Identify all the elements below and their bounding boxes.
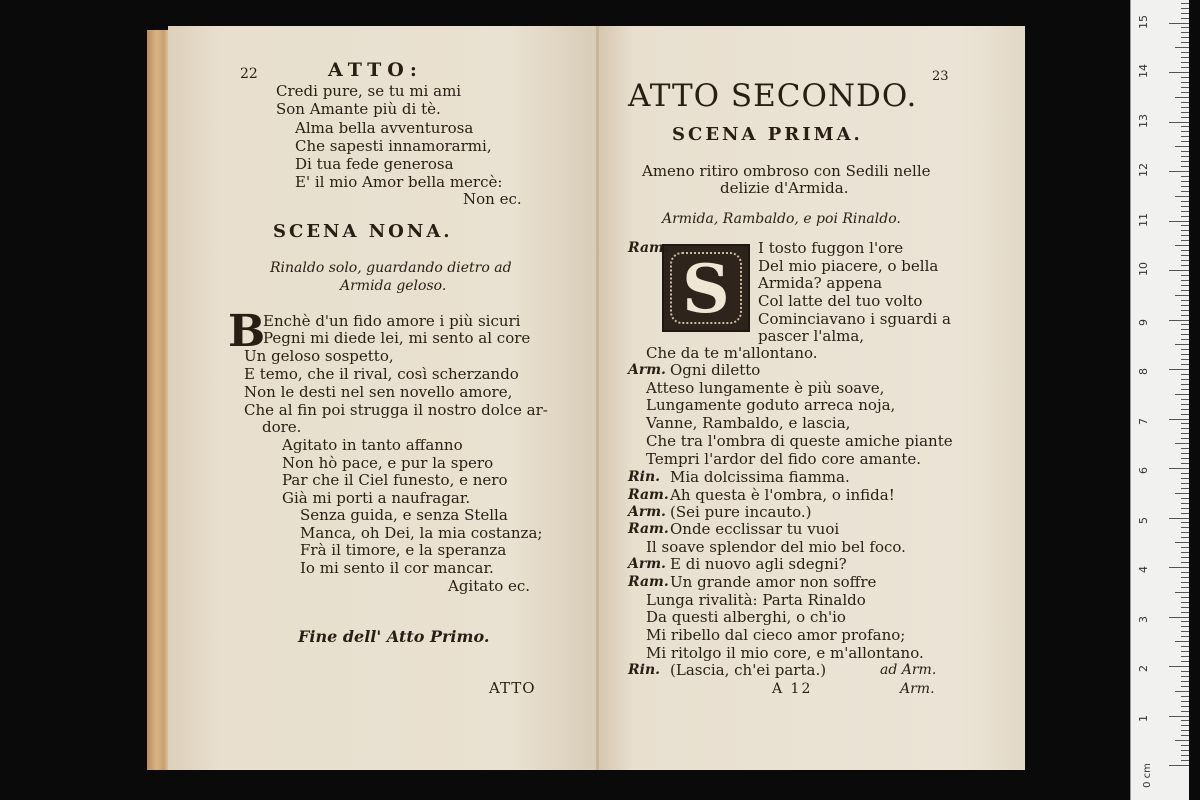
speaker-name: Ram. — [628, 487, 669, 503]
dialogue-line: Atteso lungamente è più soave, — [646, 379, 885, 397]
ruler-label: 9 — [1137, 318, 1150, 326]
ruler-tick — [1181, 275, 1189, 276]
verse-line: E' il mio Amor bella mercè: — [295, 173, 503, 191]
ruler-tick — [1175, 740, 1189, 741]
verse-line: Che al fin poi strugga il nostro dolce ar- — [244, 401, 548, 419]
ruler-tick — [1181, 102, 1189, 103]
ruler-tick — [1175, 295, 1189, 296]
ruler-tick — [1181, 646, 1189, 647]
ruler-label: 2 — [1137, 665, 1150, 672]
ruler-tick — [1181, 552, 1189, 553]
setting-line: delizie d'Armida. — [720, 179, 849, 197]
verse-line: Non hò pace, e pur la spero — [282, 454, 494, 472]
stage-direction: Rinaldo solo, guardando dietro ad — [270, 260, 512, 276]
ruler-tick — [1169, 617, 1189, 618]
ruler-label: 12 — [1137, 163, 1150, 177]
verse-line: Senza guida, e senza Stella — [300, 506, 508, 524]
ruler-tick — [1181, 473, 1189, 474]
ruler-tick — [1181, 414, 1189, 415]
ruler-tick — [1181, 711, 1189, 712]
dialogue-line: E di nuovo agli sdegni? — [670, 555, 847, 573]
ruler-label: 3 — [1137, 615, 1150, 623]
ruler-tick — [1181, 696, 1189, 697]
ruler-label: 1 — [1137, 714, 1150, 722]
verse-line: Di tua fede generosa — [295, 155, 454, 173]
ruler-label: 11 — [1137, 212, 1150, 227]
ruler-tick — [1169, 419, 1189, 420]
verse-line: Pegni mi diede lei, mi sento al core — [263, 329, 531, 347]
ruler-tick — [1181, 621, 1189, 622]
ruler-tick — [1181, 577, 1189, 578]
ruler-tick — [1169, 171, 1189, 172]
dialogue-line: Un grande amor non soffre — [670, 573, 877, 591]
ruler-tick — [1175, 47, 1189, 48]
ruler-tick — [1181, 206, 1189, 207]
ruler-tick — [1181, 240, 1189, 241]
dialogue-line: Col latte del tuo volto — [758, 292, 923, 310]
ruler-tick — [1181, 597, 1189, 598]
ruler-tick — [1181, 458, 1189, 459]
character-list: Armida, Rambaldo, e poi Rinaldo. — [662, 211, 901, 227]
scene-heading-nona: SCENA NONA. — [273, 221, 453, 242]
ruler-tick — [1181, 235, 1189, 236]
ruler-tick — [1181, 676, 1189, 677]
ruler-tick — [1181, 359, 1189, 360]
ruler-tick — [1181, 730, 1189, 731]
catchword: Arm. — [900, 681, 935, 697]
ruler-label: 14 — [1137, 64, 1150, 78]
ruler-tick — [1181, 508, 1189, 509]
ruler-tick — [1181, 324, 1189, 325]
dialogue-line: (Sei pure incauto.) — [670, 503, 812, 521]
ruler-tick — [1181, 92, 1189, 93]
speaker-name: Arm. — [628, 504, 666, 520]
ruler-tick — [1181, 250, 1189, 251]
ruler-tick — [1175, 97, 1189, 98]
ruler-tick — [1169, 72, 1189, 73]
ruler-tick — [1175, 493, 1189, 494]
ruler-tick — [1181, 483, 1189, 484]
signature-mark: A 12 — [772, 681, 813, 697]
verse-line: Manca, oh Dei, la mia costanza; — [300, 524, 543, 542]
ruler-label: 13 — [1137, 113, 1150, 128]
verse-line: Credi pure, se tu mi ami — [276, 82, 462, 100]
ruler-tick — [1169, 468, 1189, 469]
ruler-tick — [1181, 612, 1189, 613]
ruler-tick — [1181, 681, 1189, 682]
ruler-tick — [1175, 394, 1189, 395]
ruler-tick — [1181, 503, 1189, 504]
ruler-tick — [1181, 230, 1189, 231]
ruler-tick — [1181, 532, 1189, 533]
ruler-tick — [1181, 557, 1189, 558]
ruler-tick — [1181, 211, 1189, 212]
stage-direction: Armida geloso. — [340, 278, 447, 294]
verse-line: Non ec. — [463, 190, 522, 208]
ruler-tick — [1181, 136, 1189, 137]
dialogue-line: pascer l'alma, — [758, 327, 865, 345]
ruler-tick — [1181, 77, 1189, 78]
ruler-tick — [1181, 67, 1189, 68]
speaker-name: Rin. — [628, 662, 661, 678]
ruler-tick — [1181, 399, 1189, 400]
speaker-name: Rin. — [628, 469, 661, 485]
ruler-tick — [1181, 161, 1189, 162]
ruler-tick — [1181, 661, 1189, 662]
ruler-label: 5 — [1137, 516, 1150, 524]
dialogue-line: Da questi alberghi, o ch'io — [646, 608, 846, 626]
dialogue-line: (Lascia, ch'ei parta.) — [670, 661, 827, 679]
ruler-tick — [1175, 344, 1189, 345]
dialogue-line: Mia dolcissima fiamma. — [670, 468, 850, 486]
ruler-tick — [1181, 527, 1189, 528]
ruler-tick — [1181, 176, 1189, 177]
ruler-tick — [1181, 656, 1189, 657]
ruler-tick — [1181, 626, 1189, 627]
ruler-tick — [1181, 18, 1189, 19]
ruler-tick — [1181, 27, 1189, 28]
verse-line: Io mi sento il cor mancar. — [300, 559, 494, 577]
ruler-tick — [1181, 404, 1189, 405]
ruler-tick — [1181, 310, 1189, 311]
verse-line: Par che il Ciel funesto, e nero — [282, 471, 508, 489]
dialogue-line: Onde ecclissar tu vuoi — [670, 520, 840, 538]
ruler-tick — [1181, 126, 1189, 127]
verse-line: Alma bella avventurosa — [295, 119, 474, 137]
ruler-tick — [1169, 270, 1189, 271]
ruler-tick — [1181, 37, 1189, 38]
ruler-tick — [1181, 315, 1189, 316]
ruler-tick — [1181, 651, 1189, 652]
ruler-tick — [1181, 389, 1189, 390]
ruler-tick — [1181, 87, 1189, 88]
ruler-tick — [1181, 423, 1189, 424]
dialogue-line: Che tra l'ombra di queste amiche piante — [646, 432, 953, 450]
verse-line: dore. — [262, 418, 302, 436]
dialogue-line: Tempri l'ardor del fido core amante. — [646, 450, 922, 468]
dialogue-line: Il soave splendor del mio bel foco. — [646, 538, 906, 556]
verse-line: Frà il timore, e la speranza — [300, 541, 507, 559]
ruler-tick — [1181, 280, 1189, 281]
ruler-tick — [1181, 488, 1189, 489]
speaker-name: Ram. — [628, 574, 669, 590]
ruler-tick — [1181, 117, 1189, 118]
ruler-tick — [1175, 443, 1189, 444]
ruler-tick — [1181, 285, 1189, 286]
speaker-name: Arm. — [628, 556, 666, 572]
ruler-tick — [1181, 384, 1189, 385]
drop-cap-b: B — [228, 306, 266, 357]
verse-line: Agitato in tanto affanno — [282, 436, 463, 454]
ruler-label: 4 — [1137, 566, 1150, 573]
ruler-tick — [1181, 57, 1189, 58]
ruler-tick — [1175, 245, 1189, 246]
scene-heading-prima: SCENA PRIMA. — [672, 124, 863, 145]
ruler-tick — [1181, 686, 1189, 687]
dialogue-line: Ogni diletto — [670, 361, 761, 379]
ruler-tick — [1181, 265, 1189, 266]
ruler-tick — [1181, 3, 1189, 4]
ruler-tick — [1175, 146, 1189, 147]
right-page-number: 23 — [932, 69, 949, 84]
ruler-tick — [1169, 765, 1189, 766]
setting-line: Ameno ritiro ombroso con Sedili nelle — [642, 162, 931, 180]
ruler-label: 10 — [1137, 262, 1150, 276]
dialogue-line: Mi ribello dal cieco amor profano; — [646, 626, 906, 644]
ruler-tick — [1181, 587, 1189, 588]
verse-line: Che sapesti innamorarmi, — [295, 137, 492, 155]
ruler-tick — [1181, 725, 1189, 726]
ruler-tick — [1175, 196, 1189, 197]
ruler-tick — [1181, 438, 1189, 439]
ruler-unit: 0 cm — [1141, 763, 1153, 788]
ruler-tick — [1181, 216, 1189, 217]
dialogue-line: Mi ritolgo il mio core, e m'allontano. — [646, 644, 924, 662]
ruler-tick — [1181, 255, 1189, 256]
ruler-tick — [1169, 518, 1189, 519]
ruler-tick — [1181, 631, 1189, 632]
ruler-tick — [1181, 409, 1189, 410]
dialogue-line: Ah questa è l'ombra, o infida! — [670, 486, 895, 504]
verse-line: Non le desti nel sen novello amore, — [244, 383, 513, 401]
ruler-tick — [1181, 671, 1189, 672]
ruler-tick — [1181, 354, 1189, 355]
ruler-tick — [1181, 151, 1189, 152]
ruler-tick — [1181, 379, 1189, 380]
ruler-tick — [1181, 339, 1189, 340]
ruler-tick — [1181, 513, 1189, 514]
ruler-tick — [1181, 537, 1189, 538]
ruler-tick — [1181, 428, 1189, 429]
ruler-tick — [1181, 349, 1189, 350]
dialogue-line: Vanne, Rambaldo, e lascia, — [646, 414, 851, 432]
ornament-letter: S — [682, 250, 730, 328]
ruler-tick — [1181, 735, 1189, 736]
ruler-tick — [1181, 522, 1189, 523]
ruler-tick — [1181, 448, 1189, 449]
dialogue-line: Lungamente goduto arreca noja, — [646, 396, 896, 414]
ruler-tick — [1181, 607, 1189, 608]
verse-line: Agitato ec. — [448, 577, 531, 595]
ruler-tick — [1169, 369, 1189, 370]
ruler-tick — [1181, 745, 1189, 746]
dialogue-line: Lunga rivalità: Parta Rinaldo — [646, 591, 866, 609]
ruler-label: 15 — [1137, 14, 1150, 29]
ruler-tick — [1169, 320, 1189, 321]
ruler-tick — [1181, 166, 1189, 167]
ruler-tick — [1169, 567, 1189, 568]
ruler-label: 7 — [1137, 417, 1150, 425]
ruler-tick — [1181, 107, 1189, 108]
speaker-name: Ram. — [628, 521, 669, 537]
ruler-tick — [1181, 498, 1189, 499]
dialogue-line: Che da te m'allontano. — [646, 344, 818, 362]
ruler-tick — [1175, 592, 1189, 593]
verse-line: Un geloso sospetto, — [244, 347, 394, 365]
ruler-tick — [1169, 122, 1189, 123]
ruler-tick — [1169, 23, 1189, 24]
ruler-tick — [1181, 701, 1189, 702]
ruler-tick — [1181, 8, 1189, 9]
ruler-tick — [1181, 181, 1189, 182]
ruler-tick — [1181, 760, 1189, 761]
ruler-tick — [1181, 433, 1189, 434]
ruler-tick — [1181, 260, 1189, 261]
ruler-tick — [1181, 463, 1189, 464]
ruler-tick — [1181, 364, 1189, 365]
ruler-tick — [1181, 225, 1189, 226]
ruler-tick — [1181, 13, 1189, 14]
ruler-tick — [1181, 201, 1189, 202]
ruler-tick — [1169, 666, 1189, 667]
measuring-ruler — [1130, 0, 1189, 800]
dialogue-line: I tosto fuggon l'ore — [758, 239, 904, 257]
ruler-tick — [1181, 52, 1189, 53]
left-page-number: 22 — [240, 66, 258, 82]
verse-line: Son Amante più di tè. — [276, 100, 441, 118]
ruler-tick — [1181, 478, 1189, 479]
dialogue-line: Armida? appena — [758, 274, 883, 292]
verse-line: Enchè d'un fido amore i più sicuri — [263, 312, 521, 330]
aside-direction: ad Arm. — [880, 662, 937, 678]
speaker-name: Arm. — [628, 362, 666, 378]
ruler-tick — [1181, 329, 1189, 330]
ruler-tick — [1181, 706, 1189, 707]
ruler-tick — [1169, 221, 1189, 222]
act-title: ATTO SECONDO. — [628, 78, 918, 114]
ruler-tick — [1181, 300, 1189, 301]
ruler-tick — [1181, 374, 1189, 375]
ruler-tick — [1169, 716, 1189, 717]
ruler-tick — [1181, 636, 1189, 637]
ruler-tick — [1181, 191, 1189, 192]
verse-line: E temo, che il rival, così scherzando — [244, 365, 519, 383]
ruler-tick — [1181, 131, 1189, 132]
ruler-tick — [1181, 62, 1189, 63]
ruler-tick — [1181, 572, 1189, 573]
ruler-tick — [1181, 562, 1189, 563]
dialogue-line: Cominciavano i sguardi a — [758, 310, 951, 328]
ruler-tick — [1181, 112, 1189, 113]
ruler-tick — [1175, 542, 1189, 543]
ruler-tick — [1181, 750, 1189, 751]
ruler-label: 8 — [1137, 368, 1150, 375]
ruler-tick — [1175, 691, 1189, 692]
ruler-tick — [1181, 32, 1189, 33]
ruler-tick — [1181, 582, 1189, 583]
ruler-tick — [1175, 641, 1189, 642]
ruler-tick — [1181, 547, 1189, 548]
ornamental-initial — [662, 244, 750, 332]
ruler-tick — [1181, 141, 1189, 142]
ruler-tick — [1181, 720, 1189, 721]
ruler-tick — [1181, 453, 1189, 454]
dialogue-line: Del mio piacere, o bella — [758, 257, 939, 275]
left-running-head: ATTO: — [328, 59, 423, 81]
ruler-tick — [1181, 186, 1189, 187]
ruler-tick — [1181, 156, 1189, 157]
ruler-tick — [1181, 602, 1189, 603]
ruler-tick — [1181, 755, 1189, 756]
ruler-tick — [1181, 305, 1189, 306]
ruler-tick — [1181, 82, 1189, 83]
ruler-tick — [1181, 290, 1189, 291]
end-of-act-note: Fine dell' Atto Primo. — [298, 627, 490, 646]
speaker-name: Ram. — [628, 240, 669, 256]
verse-line: Già mi porti a naufragar. — [282, 489, 471, 507]
catchword: ATTO — [489, 679, 536, 697]
ruler-tick — [1181, 334, 1189, 335]
ruler-tick — [1181, 42, 1189, 43]
ruler-label: 6 — [1137, 467, 1150, 474]
